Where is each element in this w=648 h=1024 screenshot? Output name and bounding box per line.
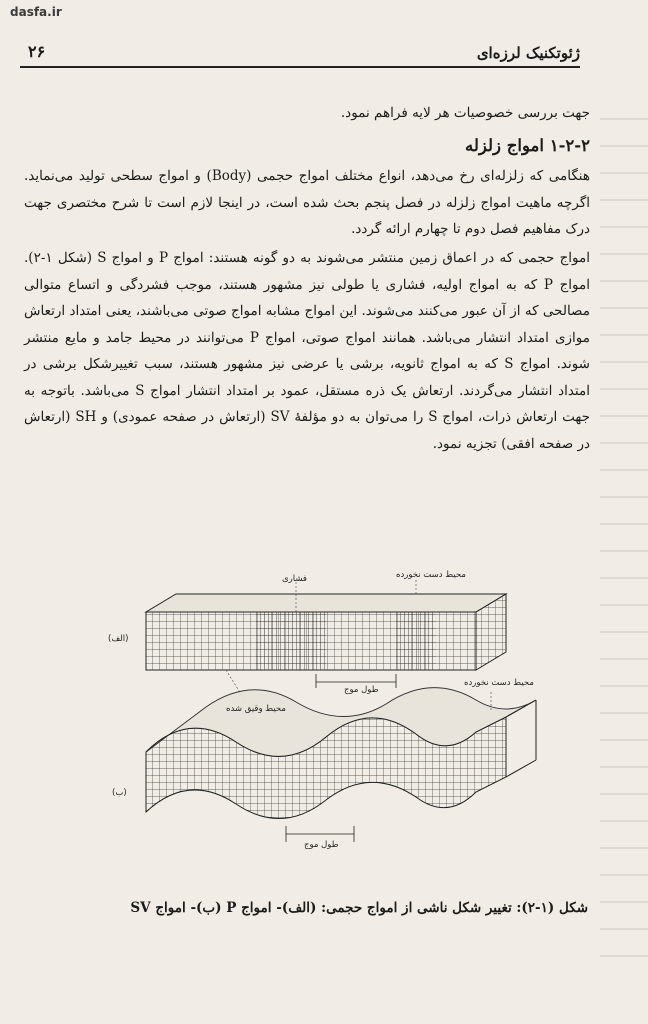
label-wavelength-a: طول موج xyxy=(344,685,379,695)
sv-wave-block xyxy=(146,688,536,842)
label-compression: فشاری xyxy=(282,574,307,584)
wave-figure xyxy=(96,572,576,872)
paragraph-text: امواج حجمی که در اعماق زمین منتشر می‌شوند به دو گونه هستند: امواج P و امواج S (شکل ۱-۲). امواج P که به امواج اولیه، فشاری یا طولی نیز مشهور هستند، موجب فشردگی و اتساع متوالی مصالحی که از آن عبور می‌کنند می‌شوند. این امواج مشابه امواج صوتی می‌باشند، یعنی امتداد ارتعاش موازی امتداد انتشار می‌باشد. همانند امواج صوتی، امواج P می‌توانند در محیط جامد و مایع منتشر شوند. امواج S که به امواج ثانویه، برشی یا عرضی نیز مشهور هستند، سبب تغییرشکل برشی در امتداد انتشار می‌گردند. ارتعاش یک ذره مستقل، عمود بر امتداد انتشار امواج S می‌باشد. باتوجه به جهت ارتعاش ذرات، امواج S را می‌توان به دو مؤلفهٔ SV (ارتعاش در صفحه عمودی) و SH (ارتعاش در صفحه افقی) تجزیه نمود. xyxy=(24,250,591,452)
label-part-b: (ب) xyxy=(112,788,127,798)
page-number: ۲۶ xyxy=(28,42,46,61)
paragraph-2 xyxy=(24,245,590,457)
intro-line xyxy=(24,100,590,127)
label-wavelength-b: طول موج xyxy=(304,840,339,850)
section-heading: ۱-۲-۲ امواج زلزله xyxy=(465,136,590,155)
label-undisturbed-top: محیط دست نخورده xyxy=(396,570,466,580)
paragraph-1 xyxy=(24,163,590,243)
paragraph-text: هنگامی که زلزله‌ای رخ می‌دهد، انواع مختلف امواج حجمی (Body) و امواج سطحی تولید می‌نماید. اگرچه ماهیت امواج زلزله در فصل پنجم بحث شده است، در اینجا لازم است تا شرح مختصری جهت درک مفاهیم فصل دوم تا چهارم ارائه گردد. xyxy=(24,168,590,237)
p-wave-block xyxy=(146,580,506,702)
running-title: ژئوتکنیک لرزه‌ای xyxy=(476,44,580,62)
watermark: dasfa.ir xyxy=(10,5,62,19)
bleed-through-texture xyxy=(600,100,648,980)
wave-diagram xyxy=(96,572,576,872)
label-undisturbed-bottom: محیط دست نخورده xyxy=(464,678,534,688)
label-part-a: (الف) xyxy=(108,634,129,644)
page-header xyxy=(20,38,580,68)
label-rarefaction: محیط وقیق شده xyxy=(226,704,286,714)
figure-caption: شکل (۱-۲): تغییر شکل ناشی از امواج حجمی: (الف)- امواج P (ب)- امواج SV xyxy=(130,900,588,916)
intro-text: جهت بررسی خصوصیات هر لایه فراهم نمود. xyxy=(340,105,590,121)
